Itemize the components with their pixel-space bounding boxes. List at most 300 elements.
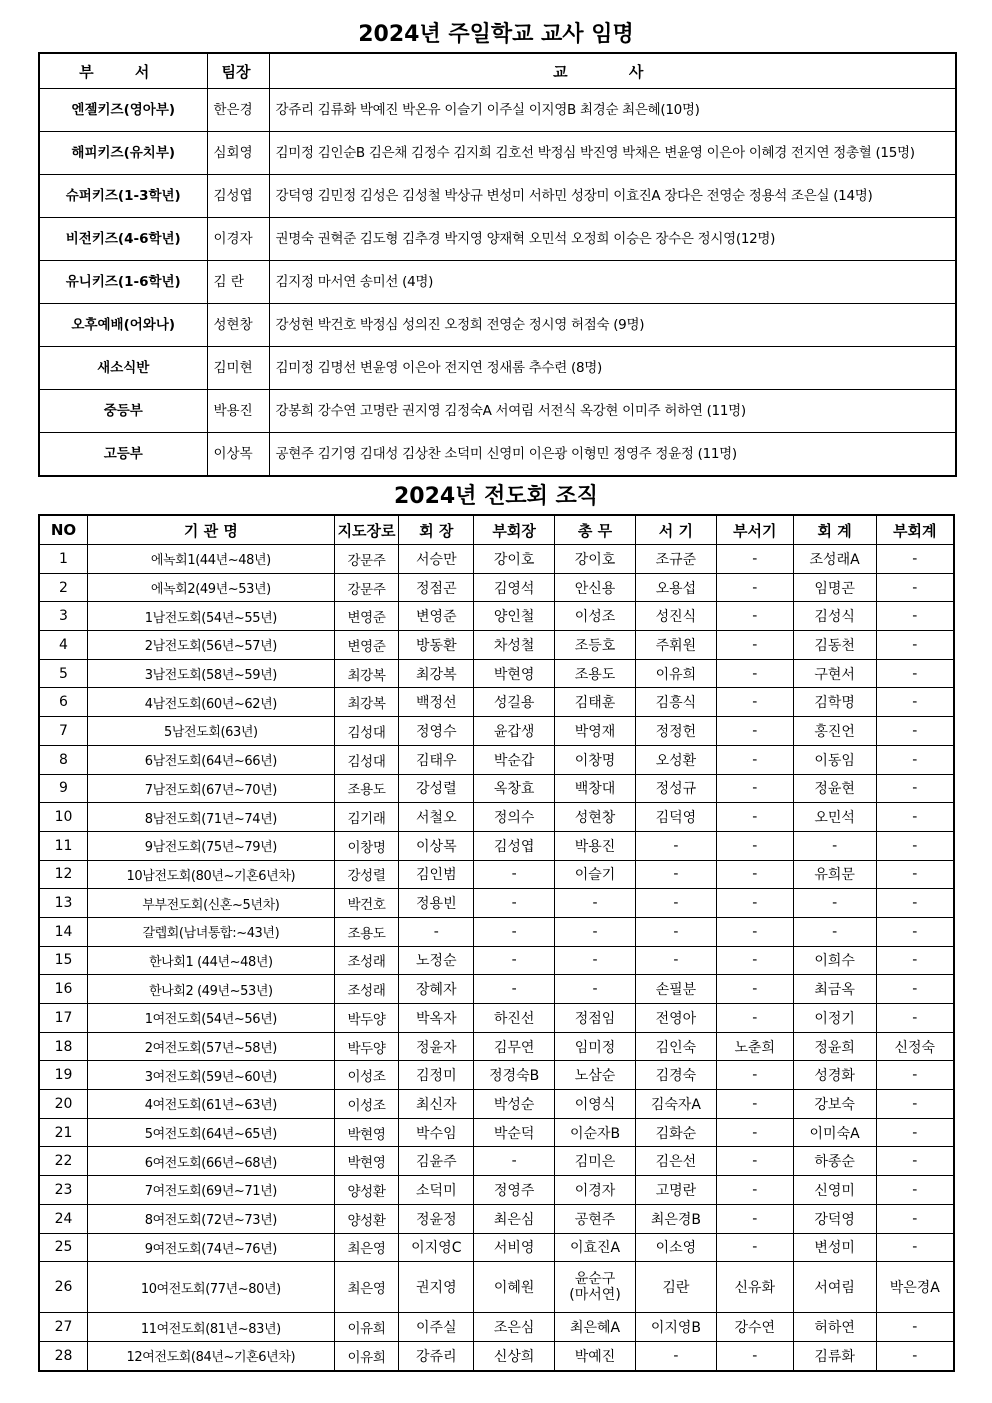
cell-treasurer: 성경화 — [793, 1061, 876, 1090]
cell-mentor-elder: 박두양 — [334, 1032, 399, 1061]
cell-vice-treasurer: 박은경A — [876, 1262, 954, 1313]
mission-table-header — [39, 515, 954, 545]
cell-secretary: 김경숙 — [635, 1061, 716, 1090]
cell-vice-secretary: - — [716, 1090, 793, 1119]
cell-general-affairs: 최은혜A — [555, 1313, 636, 1342]
mission-row — [39, 1204, 954, 1233]
cell-secretary: 김란 — [635, 1262, 716, 1313]
header-org-name: 기 관 명 — [88, 515, 335, 545]
cell-vice-president: - — [474, 917, 555, 946]
cell-no: 14 — [39, 917, 88, 946]
dept-name: 고등부 — [39, 433, 207, 477]
cell-treasurer: - — [793, 831, 876, 860]
teacher-row — [39, 261, 956, 304]
cell-vice-president: 이혜원 — [474, 1262, 555, 1313]
teacher-row — [39, 132, 956, 175]
cell-general-affairs: 노삼순 — [555, 1061, 636, 1090]
cell-no: 9 — [39, 774, 88, 803]
cell-president: 박수임 — [399, 1118, 474, 1147]
cell-org-name: 10여전도회(77년~80년) — [88, 1262, 335, 1313]
cell-treasurer: 유희문 — [793, 860, 876, 889]
cell-vice-secretary: - — [716, 860, 793, 889]
cell-vice-secretary: - — [716, 1118, 793, 1147]
cell-no: 6 — [39, 688, 88, 717]
teacher-row — [39, 304, 956, 347]
cell-secretary: - — [635, 946, 716, 975]
cell-mentor-elder: 조용도 — [334, 917, 399, 946]
cell-vice-secretary: 신유화 — [716, 1262, 793, 1313]
mission-row — [39, 1233, 954, 1262]
cell-general-affairs: 안신용 — [555, 573, 636, 602]
cell-treasurer: 이정기 — [793, 1004, 876, 1033]
mission-row — [39, 1061, 954, 1090]
cell-vice-secretary: - — [716, 975, 793, 1004]
cell-secretary: 고명란 — [635, 1176, 716, 1205]
cell-president: 이지영C — [399, 1233, 474, 1262]
cell-no: 27 — [39, 1313, 88, 1342]
cell-vice-treasurer: - — [876, 631, 954, 660]
cell-secretary: 김덕영 — [635, 803, 716, 832]
cell-secretary: - — [635, 860, 716, 889]
cell-no: 3 — [39, 602, 88, 631]
cell-no: 24 — [39, 1204, 88, 1233]
cell-no: 19 — [39, 1061, 88, 1090]
cell-mentor-elder: 박현영 — [334, 1118, 399, 1147]
cell-president: 정영수 — [399, 717, 474, 746]
cell-vice-treasurer: - — [876, 573, 954, 602]
cell-president: 강성렬 — [399, 774, 474, 803]
mission-row — [39, 1004, 954, 1033]
cell-vice-treasurer: - — [876, 1341, 954, 1370]
cell-president: 백정선 — [399, 688, 474, 717]
cell-no: 10 — [39, 803, 88, 832]
cell-general-affairs: 이경자 — [555, 1176, 636, 1205]
cell-org-name: 9여전도회(74년~76년) — [88, 1233, 335, 1262]
cell-vice-secretary: - — [716, 631, 793, 660]
team-leader: 박용진 — [207, 390, 269, 433]
cell-no: 25 — [39, 1233, 88, 1262]
cell-no: 28 — [39, 1341, 88, 1370]
cell-vice-treasurer: - — [876, 975, 954, 1004]
cell-mentor-elder: 강문주 — [334, 545, 399, 574]
cell-secretary: - — [635, 917, 716, 946]
cell-vice-treasurer: - — [876, 1061, 954, 1090]
cell-treasurer: 김류화 — [793, 1341, 876, 1370]
cell-org-name: 부부전도회(신혼~5년차) — [88, 889, 335, 918]
cell-president: 서승만 — [399, 545, 474, 574]
cell-mentor-elder: 변영준 — [334, 602, 399, 631]
cell-vice-secretary: - — [716, 889, 793, 918]
cell-secretary: 최은경B — [635, 1204, 716, 1233]
cell-vice-secretary: - — [716, 745, 793, 774]
teacher-table-header — [39, 53, 956, 89]
cell-org-name: 7남전도회(67년~70년) — [88, 774, 335, 803]
cell-general-affairs: 박용진 — [555, 831, 636, 860]
cell-no: 7 — [39, 717, 88, 746]
cell-treasurer: 오민석 — [793, 803, 876, 832]
cell-vice-treasurer: - — [876, 1090, 954, 1119]
dept-name: 비전키즈(4-6학년) — [39, 218, 207, 261]
cell-vice-president: 정의수 — [474, 803, 555, 832]
cell-president: 서철오 — [399, 803, 474, 832]
dept-name: 해피키즈(유치부) — [39, 132, 207, 175]
teacher-list: 공현주 김기영 김대성 김상찬 소덕미 신영미 이은광 이형민 정영주 정윤정 (11명) — [269, 433, 956, 477]
cell-mentor-elder: 최강복 — [334, 688, 399, 717]
cell-no: 17 — [39, 1004, 88, 1033]
cell-org-name: 4남전도회(60년~62년) — [88, 688, 335, 717]
cell-vice-secretary: - — [716, 659, 793, 688]
cell-treasurer: 이미숙A — [793, 1118, 876, 1147]
cell-vice-secretary: - — [716, 1233, 793, 1262]
cell-president: 이상목 — [399, 831, 474, 860]
cell-general-affairs: 백창대 — [555, 774, 636, 803]
cell-president: 장혜자 — [399, 975, 474, 1004]
cell-vice-president: - — [474, 1147, 555, 1176]
cell-treasurer: 정윤현 — [793, 774, 876, 803]
cell-no: 18 — [39, 1032, 88, 1061]
header-secretary: 서 기 — [635, 515, 716, 545]
cell-no: 26 — [39, 1262, 88, 1313]
cell-mentor-elder: 조성래 — [334, 975, 399, 1004]
mission-row — [39, 1032, 954, 1061]
cell-vice-president: 차성철 — [474, 631, 555, 660]
cell-mentor-elder: 박건호 — [334, 889, 399, 918]
cell-org-name: 2남전도회(56년~57년) — [88, 631, 335, 660]
teacher-row — [39, 175, 956, 218]
cell-general-affairs: 박예진 — [555, 1341, 636, 1370]
mission-row — [39, 831, 954, 860]
cell-org-name: 5남전도회(63년) — [88, 717, 335, 746]
cell-org-name: 한나회2 (49년~53년) — [88, 975, 335, 1004]
cell-vice-treasurer: - — [876, 860, 954, 889]
cell-vice-treasurer: - — [876, 1147, 954, 1176]
cell-vice-secretary: - — [716, 545, 793, 574]
cell-mentor-elder: 최강복 — [334, 659, 399, 688]
cell-vice-secretary: - — [716, 688, 793, 717]
cell-vice-treasurer: - — [876, 946, 954, 975]
cell-general-affairs: 윤순구 (마서연) — [555, 1262, 636, 1313]
cell-treasurer: 하종순 — [793, 1147, 876, 1176]
cell-general-affairs: 성현창 — [555, 803, 636, 832]
cell-vice-treasurer: - — [876, 1118, 954, 1147]
cell-secretary: - — [635, 1341, 716, 1370]
teacher-list: 강봉희 강수연 고명란 권지영 김정숙A 서여림 서전식 옥강현 이미주 허하연 (11명) — [269, 390, 956, 433]
cell-mentor-elder: 양성환 — [334, 1204, 399, 1233]
cell-vice-secretary: - — [716, 1147, 793, 1176]
cell-treasurer: 이동임 — [793, 745, 876, 774]
cell-mentor-elder: 최은영 — [334, 1233, 399, 1262]
cell-org-name: 에녹회1(44년~48년) — [88, 545, 335, 574]
cell-org-name: 12여전도회(84년~기혼6년차) — [88, 1341, 335, 1370]
cell-org-name: 10남전도회(80년~기혼6년차) — [88, 860, 335, 889]
cell-mentor-elder: 박현영 — [334, 1147, 399, 1176]
teacher-list: 김미정 김명선 변윤영 이은아 전지연 정새롬 추수련 (8명) — [269, 347, 956, 390]
cell-org-name: 에녹회2(49년~53년) — [88, 573, 335, 602]
cell-general-affairs: - — [555, 946, 636, 975]
cell-no: 12 — [39, 860, 88, 889]
cell-mentor-elder: 강성렬 — [334, 860, 399, 889]
teacher-appointment-table — [38, 52, 957, 477]
cell-vice-president: 강이호 — [474, 545, 555, 574]
cell-mentor-elder: 이유희 — [334, 1313, 399, 1342]
cell-vice-secretary: - — [716, 803, 793, 832]
cell-vice-president: 박순덕 — [474, 1118, 555, 1147]
cell-vice-secretary: - — [716, 573, 793, 602]
cell-secretary: - — [635, 889, 716, 918]
header-treasurer: 회 계 — [793, 515, 876, 545]
cell-president: 정윤정 — [399, 1204, 474, 1233]
cell-vice-secretary: 노춘희 — [716, 1032, 793, 1061]
cell-treasurer: - — [793, 917, 876, 946]
cell-no: 4 — [39, 631, 88, 660]
cell-org-name: 1남전도회(54년~55년) — [88, 602, 335, 631]
cell-vice-treasurer: - — [876, 1176, 954, 1205]
cell-secretary: 김은선 — [635, 1147, 716, 1176]
cell-org-name: 7여전도회(69년~71년) — [88, 1176, 335, 1205]
mission-row — [39, 688, 954, 717]
mission-row — [39, 717, 954, 746]
cell-org-name: 4여전도회(61년~63년) — [88, 1090, 335, 1119]
dept-name: 유니키즈(1-6학년) — [39, 261, 207, 304]
team-leader: 김 란 — [207, 261, 269, 304]
cell-org-name: 갈렙회(남녀통합:~43년) — [88, 917, 335, 946]
teacher-row — [39, 390, 956, 433]
cell-mentor-elder: 조성래 — [334, 946, 399, 975]
cell-mentor-elder: 김성대 — [334, 717, 399, 746]
cell-org-name: 한나회1 (44년~48년) — [88, 946, 335, 975]
teacher-list: 김미정 김인순B 김은채 김정수 김지희 김호선 박정심 박진영 박채은 변윤영 이은아 이혜경 전지연 정총혈 (15명) — [269, 132, 956, 175]
cell-no: 11 — [39, 831, 88, 860]
teacher-list: 권명숙 권혁준 김도형 김추경 박지영 양재혁 오민석 오정희 이승은 장수은 정시영(12명) — [269, 218, 956, 261]
cell-general-affairs: 박영재 — [555, 717, 636, 746]
team-leader: 한은경 — [207, 89, 269, 132]
cell-vice-president: 최은심 — [474, 1204, 555, 1233]
cell-vice-president: 신상희 — [474, 1341, 555, 1370]
cell-vice-president: 김성엽 — [474, 831, 555, 860]
mission-row — [39, 545, 954, 574]
cell-no: 21 — [39, 1118, 88, 1147]
cell-vice-president: 정경숙B — [474, 1061, 555, 1090]
teacher-row — [39, 218, 956, 261]
cell-no: 15 — [39, 946, 88, 975]
mission-row — [39, 659, 954, 688]
cell-secretary: 정성규 — [635, 774, 716, 803]
cell-org-name: 3여전도회(59년~60년) — [88, 1061, 335, 1090]
cell-mentor-elder: 김기래 — [334, 803, 399, 832]
cell-vice-president: 윤갑생 — [474, 717, 555, 746]
cell-treasurer: 강보숙 — [793, 1090, 876, 1119]
cell-secretary: 이유희 — [635, 659, 716, 688]
cell-vice-treasurer: - — [876, 659, 954, 688]
cell-vice-secretary: - — [716, 1004, 793, 1033]
cell-vice-president: 성길용 — [474, 688, 555, 717]
mission-row — [39, 889, 954, 918]
cell-vice-treasurer: - — [876, 774, 954, 803]
cell-org-name: 11여전도회(81년~83년) — [88, 1313, 335, 1342]
cell-vice-president: 김무연 — [474, 1032, 555, 1061]
cell-treasurer: 정윤희 — [793, 1032, 876, 1061]
cell-president: 김태우 — [399, 745, 474, 774]
header-dept: 부 서 — [39, 53, 207, 89]
cell-vice-secretary: - — [716, 917, 793, 946]
cell-vice-secretary: - — [716, 774, 793, 803]
teacher-list: 김지정 마서연 송미선 (4명) — [269, 261, 956, 304]
cell-president: 정윤자 — [399, 1032, 474, 1061]
cell-president: 소덕미 — [399, 1176, 474, 1205]
mission-table-body — [39, 545, 954, 1371]
cell-mentor-elder: 이성조 — [334, 1090, 399, 1119]
cell-treasurer: 김학명 — [793, 688, 876, 717]
cell-president: 권지영 — [399, 1262, 474, 1313]
team-leader: 이경자 — [207, 218, 269, 261]
cell-secretary: 성진식 — [635, 602, 716, 631]
cell-general-affairs: 이슬기 — [555, 860, 636, 889]
cell-no: 2 — [39, 573, 88, 602]
header-mentor-elder: 지도장로 — [334, 515, 399, 545]
mission-row — [39, 1262, 954, 1313]
header-vice-treasurer: 부회계 — [876, 515, 954, 545]
cell-treasurer: 조성래A — [793, 545, 876, 574]
cell-vice-president: 옥창효 — [474, 774, 555, 803]
cell-treasurer: 김동천 — [793, 631, 876, 660]
cell-secretary: 주휘원 — [635, 631, 716, 660]
teacher-table-body — [39, 89, 956, 477]
cell-secretary: 정정헌 — [635, 717, 716, 746]
cell-vice-secretary: - — [716, 602, 793, 631]
cell-vice-treasurer: - — [876, 688, 954, 717]
cell-president: 노정순 — [399, 946, 474, 975]
cell-vice-treasurer: - — [876, 1313, 954, 1342]
cell-president: 박옥자 — [399, 1004, 474, 1033]
cell-secretary: 오용섭 — [635, 573, 716, 602]
cell-vice-president: 박순갑 — [474, 745, 555, 774]
cell-general-affairs: 조용도 — [555, 659, 636, 688]
cell-president: 최신자 — [399, 1090, 474, 1119]
cell-vice-treasurer: - — [876, 1004, 954, 1033]
teacher-list: 강성현 박건호 박정심 성의진 오정희 전영순 정시영 허점숙 (9명) — [269, 304, 956, 347]
cell-treasurer: - — [793, 889, 876, 918]
dept-name: 슈퍼키즈(1-3학년) — [39, 175, 207, 218]
cell-vice-treasurer: - — [876, 1233, 954, 1262]
cell-vice-president: - — [474, 860, 555, 889]
teacher-list: 강덕영 김민정 김성은 김성철 박상규 변성미 서하민 성장미 이효진A 장다은 전영순 정용석 조은실 (14명) — [269, 175, 956, 218]
cell-no: 23 — [39, 1176, 88, 1205]
cell-mentor-elder: 김성대 — [334, 745, 399, 774]
mission-row — [39, 774, 954, 803]
cell-president: 김윤주 — [399, 1147, 474, 1176]
cell-vice-treasurer: - — [876, 545, 954, 574]
cell-president: 정용빈 — [399, 889, 474, 918]
header-vice-secretary: 부서기 — [716, 515, 793, 545]
cell-secretary: 김인숙 — [635, 1032, 716, 1061]
mission-row — [39, 573, 954, 602]
cell-vice-president: 조은심 — [474, 1313, 555, 1342]
cell-vice-secretary: - — [716, 1061, 793, 1090]
cell-vice-president: - — [474, 946, 555, 975]
cell-vice-secretary: - — [716, 717, 793, 746]
cell-president: 방동환 — [399, 631, 474, 660]
cell-mentor-elder: 변영준 — [334, 631, 399, 660]
teacher-row — [39, 347, 956, 390]
cell-vice-president: 서비영 — [474, 1233, 555, 1262]
cell-president: 최강복 — [399, 659, 474, 688]
cell-vice-treasurer: - — [876, 831, 954, 860]
cell-general-affairs: 이영식 — [555, 1090, 636, 1119]
cell-secretary: 이지영B — [635, 1313, 716, 1342]
cell-vice-treasurer: - — [876, 602, 954, 631]
header-president: 회 장 — [399, 515, 474, 545]
cell-vice-treasurer: - — [876, 1204, 954, 1233]
cell-treasurer: 최금옥 — [793, 975, 876, 1004]
mission-row — [39, 860, 954, 889]
cell-mentor-elder: 이유희 — [334, 1341, 399, 1370]
cell-president: 강쥬리 — [399, 1341, 474, 1370]
team-leader: 김미현 — [207, 347, 269, 390]
cell-treasurer: 신영미 — [793, 1176, 876, 1205]
cell-general-affairs: 강이호 — [555, 545, 636, 574]
cell-treasurer: 서여림 — [793, 1262, 876, 1313]
cell-org-name: 6여전도회(66년~68년) — [88, 1147, 335, 1176]
cell-vice-treasurer: - — [876, 745, 954, 774]
cell-mentor-elder: 양성환 — [334, 1176, 399, 1205]
cell-general-affairs: 김미은 — [555, 1147, 636, 1176]
cell-secretary: 김숙자A — [635, 1090, 716, 1119]
mission-row — [39, 631, 954, 660]
mission-row — [39, 917, 954, 946]
cell-vice-treasurer: - — [876, 889, 954, 918]
cell-treasurer: 홍진언 — [793, 717, 876, 746]
cell-general-affairs: - — [555, 917, 636, 946]
mission-row — [39, 1090, 954, 1119]
cell-vice-treasurer: 신정숙 — [876, 1032, 954, 1061]
cell-treasurer: 강덕영 — [793, 1204, 876, 1233]
dept-name: 엔젤키즈(영아부) — [39, 89, 207, 132]
cell-vice-secretary: - — [716, 946, 793, 975]
header-vice-president: 부회장 — [474, 515, 555, 545]
cell-secretary: 이소영 — [635, 1233, 716, 1262]
team-leader: 성현창 — [207, 304, 269, 347]
cell-general-affairs: 조등호 — [555, 631, 636, 660]
cell-mentor-elder: 최은영 — [334, 1262, 399, 1313]
mission-row — [39, 1176, 954, 1205]
cell-vice-secretary: 강수연 — [716, 1313, 793, 1342]
cell-vice-secretary: - — [716, 1204, 793, 1233]
team-leader: 심회영 — [207, 132, 269, 175]
mission-row — [39, 1147, 954, 1176]
mission-organization-table — [38, 514, 955, 1372]
cell-vice-secretary: - — [716, 1176, 793, 1205]
cell-vice-president: 정영주 — [474, 1176, 555, 1205]
cell-secretary: 김화순 — [635, 1118, 716, 1147]
cell-org-name: 1여전도회(54년~56년) — [88, 1004, 335, 1033]
header-leader: 팀장 — [207, 53, 269, 89]
cell-no: 16 — [39, 975, 88, 1004]
cell-vice-president: 양인철 — [474, 602, 555, 631]
cell-president: 정점곤 — [399, 573, 474, 602]
header-teachers: 교 사 — [269, 53, 956, 89]
cell-president: - — [399, 917, 474, 946]
cell-mentor-elder: 강문주 — [334, 573, 399, 602]
cell-general-affairs: 공현주 — [555, 1204, 636, 1233]
cell-mentor-elder: 이성조 — [334, 1061, 399, 1090]
cell-no: 22 — [39, 1147, 88, 1176]
cell-treasurer: 허하연 — [793, 1313, 876, 1342]
cell-org-name: 8남전도회(71년~74년) — [88, 803, 335, 832]
cell-general-affairs: 이창명 — [555, 745, 636, 774]
cell-vice-president: - — [474, 975, 555, 1004]
cell-general-affairs: 이순자B — [555, 1118, 636, 1147]
cell-org-name: 2여전도회(57년~58년) — [88, 1032, 335, 1061]
